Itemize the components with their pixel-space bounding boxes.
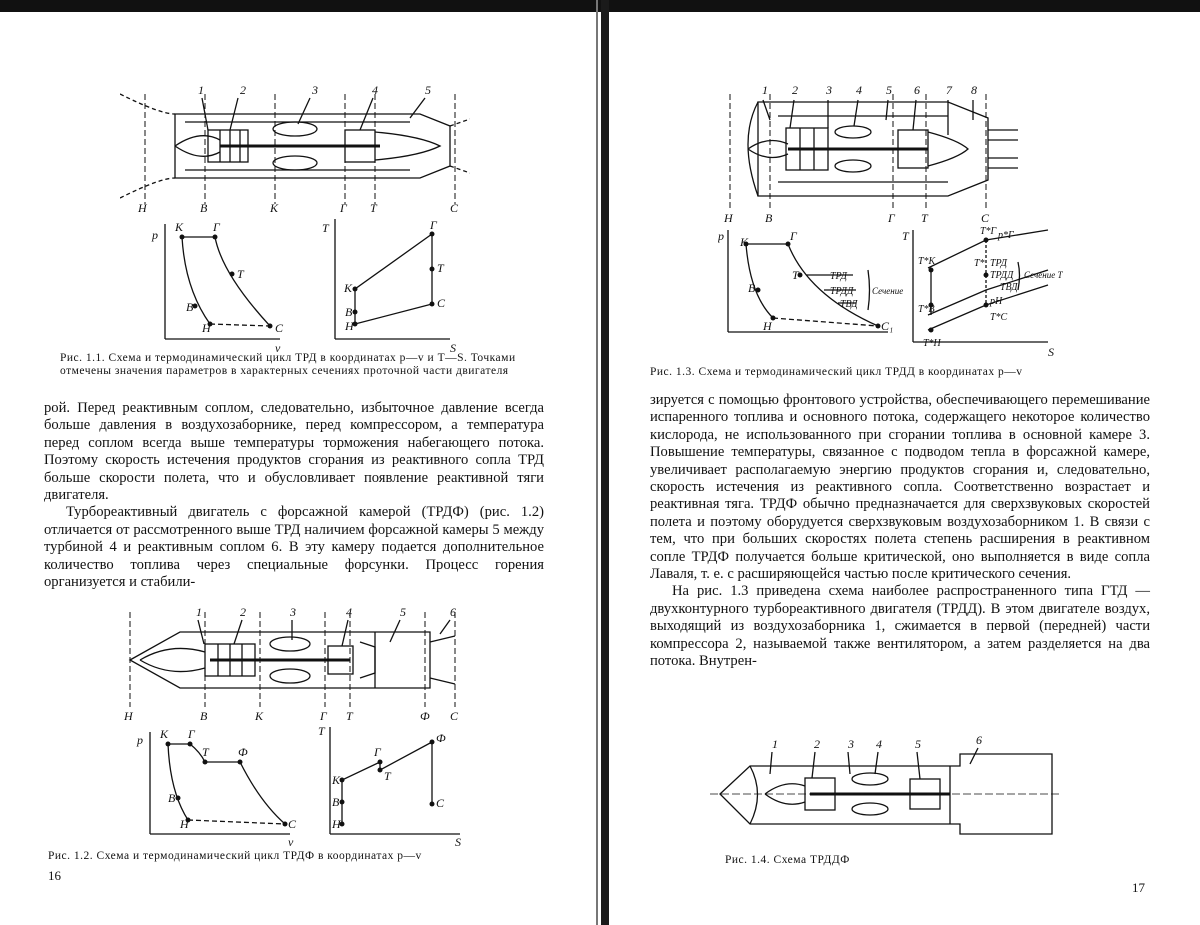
fig3-ts-point-tv: Т*В <box>918 304 935 315</box>
fig2-callout-3: 3 <box>290 605 296 619</box>
fig3-section-t: Т <box>921 211 928 225</box>
fig1-section-v: В <box>200 201 208 215</box>
fig-1-3-caption: Рис. 1.3. Схема и термодинамический цикл ТРДД в координатах p—v <box>650 366 1023 378</box>
fig1-pv-point-t: Т <box>237 267 244 281</box>
fig2-pv-point-k: К <box>160 727 168 741</box>
fig-1-4-caption: Рис. 1.4. Схема ТРДДФ <box>725 854 850 866</box>
fig3-pv-label-trdd: ТРДД <box>830 286 854 297</box>
fig2-section-t: Т <box>346 709 353 723</box>
fig3-callout-2: 2 <box>792 83 798 97</box>
fig1-pv-point-n: Н <box>202 321 211 335</box>
book-gutter-shadow <box>596 0 598 925</box>
right-body-text <box>650 392 1150 671</box>
left-paragraph-1: рой. Перед реактивным соплом, следовательно, избыточное давление всегда больше давления в воздухозаборнике, перед компрессором, а температура перед соплом всегда выше температуры торможения набегающего потока. Поэтому скорость истечения продуктов сгорания из реактивного сопла ТРД больше скорости полета, что и обусловливает появление реактивной тяги двигателя. <box>44 400 544 504</box>
fig2-section-v: В <box>200 709 208 723</box>
fig1-pv-point-c: С <box>275 321 284 335</box>
fig3-ts-x-axis: S <box>1048 345 1054 359</box>
fig2-pv-point-n: Н <box>180 817 189 831</box>
fig-1-4-trddf-scheme <box>710 734 1060 849</box>
fig4-callout-2: 2 <box>814 737 820 751</box>
fig1-section-t: Т <box>370 201 377 215</box>
book-gutter <box>601 0 609 925</box>
fig1-ts-point-k: К <box>344 281 352 295</box>
page-number-left: 16 <box>48 868 61 883</box>
fig2-pv-point-g: Г <box>188 727 195 741</box>
fig2-ts-x-axis: S <box>455 835 461 847</box>
fig3-ts-point-pn: pН <box>990 296 1003 307</box>
fig3-ts-point-tc: Т*С <box>990 312 1008 323</box>
fig3-ts-point-tstar: Т* <box>974 258 985 269</box>
fig4-callout-1: 1 <box>772 737 778 751</box>
fig2-ts-point-k: К <box>332 773 340 787</box>
fig3-pv-point-v: В <box>748 281 756 295</box>
left-paragraph-2: Турбореактивный двигатель с форсажной камерой (ТРДФ) (рис. 1.2) отличается от рассмотренного выше ТРД наличием форсажной камеры 5 между турбиной 4 и реактивным соплом 6. В эту камеру подается дополнительное количество топлива через специальные форсунки. Процесс горения организуется и стабили- <box>44 504 544 591</box>
right-paragraph-2: На рис. 1.3 приведена схема наиболее распространенного типа ГТД — двухконтурного турбореактивного двигателя (ТРДД). В этом двигателе воздух, выходящий из воздухозаборника 1, сжимается в первой (передней) части компрессора 2, называемой также вентилятором, а затем разделяется на два потока. Внутрен- <box>650 583 1150 670</box>
page-number-right: 17 <box>1132 880 1145 895</box>
fig3-pv-y-axis: p <box>718 229 724 243</box>
fig2-section-k: К <box>255 709 263 723</box>
fig2-ts-point-c: С <box>436 796 445 810</box>
fig2-ts-point-n: Н <box>332 817 341 831</box>
fig3-pv-point-n: Н <box>763 319 772 333</box>
fig2-callout-6: 6 <box>450 605 456 619</box>
fig3-section-g: Г <box>888 211 895 225</box>
fig3-section-v: В <box>765 211 773 225</box>
fig2-section-g: Г <box>320 709 327 723</box>
fig1-callout-1: 1 <box>198 83 204 97</box>
fig3-ts-label-trdd: ТРДД <box>990 270 1014 281</box>
fig-1-2-caption: Рис. 1.2. Схема и термодинамический цикл ТРДФ в координатах p—v <box>48 850 422 862</box>
right-paragraph-1: зируется с помощью фронтового устройства, обеспечивающего перемешивание испаренного топлива и основного потока, содержащего некоторое количество кислорода, не использованного при сгорании топлива в основной камере 3. Повышение температуры, связанное с подводом тепла в форсажной камере, увеличивает располагаемую энергию продуктов сгорания и, следовательно, скорость истечения из реактивного сопла. Соответственно возрастает и реактивная тяга. ТРДФ обычно предназначается для сверхзвуковых скоростей полета и поэтому оборудуется сверхзвуковым воздухозаборником 1. В связи с тем, что при больших скоростях полета степень расширения в реактивном сопле ТРДФ получается больше критической, оно выполняется в виде сопла Лаваля, т. е. с расширяющейся частью после критического сечения. <box>650 392 1150 583</box>
fig1-ts-y-axis: T <box>322 221 329 235</box>
fig1-pv-point-g: Г <box>213 220 220 234</box>
fig4-callout-3: 3 <box>848 737 854 751</box>
fig3-ts-label-tvd: ТВД <box>1000 282 1018 293</box>
fig2-section-f: Ф <box>420 709 430 723</box>
fig3-ts-point-tk: Т*К <box>918 256 936 267</box>
fig2-pv-point-v: В <box>168 791 176 805</box>
fig3-ts-label-trd: ТРД <box>990 258 1008 269</box>
scan-top-edge <box>0 0 1200 12</box>
fig1-callout-2: 2 <box>240 83 246 97</box>
fig3-pv-point-k: К <box>740 235 748 249</box>
fig2-callout-4: 4 <box>346 605 352 619</box>
fig3-callout-1: 1 <box>762 83 768 97</box>
fig2-callout-2: 2 <box>240 605 246 619</box>
fig1-ts-x-axis: S <box>450 341 456 355</box>
fig1-pv-point-v: В <box>186 300 194 314</box>
fig2-callout-1: 1 <box>196 605 202 619</box>
fig2-ts-point-f: Ф <box>436 731 446 745</box>
fig3-pv-label-trd: ТРД <box>830 271 848 282</box>
fig1-pv-x-axis: v <box>275 341 281 355</box>
fig2-ts-point-t: Т <box>384 769 391 783</box>
fig2-pv-x-axis: v <box>288 835 294 847</box>
fig3-pv-point-c1: С₁ <box>881 319 894 333</box>
fig1-ts-point-n: Н <box>345 319 354 333</box>
fig1-ts-point-t: Т <box>437 261 444 275</box>
fig3-ts-point-tg: Т*Г <box>980 226 997 237</box>
fig1-section-g: Г <box>340 201 347 215</box>
fig-1-1-caption: Рис. 1.1. Схема и термодинамический цикл ТРД в координатах p—v и T—S. Точками отмечены значения параметров в характерных сечениях проточной части двигателя <box>60 352 516 377</box>
fig1-section-k: К <box>270 201 278 215</box>
fig2-callout-5: 5 <box>400 605 406 619</box>
fig1-section-h: Н <box>138 201 147 215</box>
fig3-ts-section-note: Сечение Т <box>1024 270 1063 280</box>
fig3-callout-5: 5 <box>886 83 892 97</box>
fig3-pv-point-t: Т <box>792 268 799 282</box>
fig-1-3-trdd-scheme <box>718 80 1068 362</box>
fig1-ts-point-g: Г <box>430 218 437 232</box>
fig2-section-c: С <box>450 709 459 723</box>
fig3-callout-6: 6 <box>914 83 920 97</box>
fig1-section-c: С <box>450 201 459 215</box>
fig1-ts-point-v: В <box>345 305 353 319</box>
fig3-ts-point-pg: p*Г <box>998 230 1014 241</box>
fig2-ts-y-axis: T <box>318 724 325 738</box>
fig3-pv-point-g: Г <box>790 229 797 243</box>
fig3-section-c: С <box>981 211 990 225</box>
fig1-callout-4: 4 <box>372 83 378 97</box>
fig3-callout-4: 4 <box>856 83 862 97</box>
fig1-callout-3: 3 <box>312 83 318 97</box>
fig1-pv-point-k: К <box>175 220 183 234</box>
fig1-callout-5: 5 <box>425 83 431 97</box>
fig3-ts-y-axis: T <box>902 229 909 243</box>
fig3-section-h: Н <box>724 211 733 225</box>
fig3-callout-7: 7 <box>946 83 952 97</box>
fig4-callout-5: 5 <box>915 737 921 751</box>
fig3-pv-label-tvd: ТВД <box>840 299 858 310</box>
fig2-pv-point-f: Ф <box>238 745 248 759</box>
fig3-pv-section-note: Сечение <box>872 286 904 296</box>
fig-1-2-trdf-scheme <box>110 602 470 847</box>
fig2-ts-point-g: Г <box>374 745 381 759</box>
fig2-ts-point-v: В <box>332 795 340 809</box>
fig2-section-h: Н <box>124 709 133 723</box>
fig3-ts-point-tn: Т*Н <box>923 338 941 349</box>
fig-1-1-trd-scheme <box>120 74 470 364</box>
fig3-callout-3: 3 <box>826 83 832 97</box>
fig2-pv-point-t: Т <box>202 745 209 759</box>
fig4-callout-4: 4 <box>876 737 882 751</box>
left-body-text <box>44 400 544 591</box>
fig1-ts-point-c: С <box>437 296 446 310</box>
fig2-pv-y-axis: p <box>137 733 143 747</box>
fig2-pv-point-c: С <box>288 817 297 831</box>
fig3-callout-8: 8 <box>971 83 977 97</box>
fig1-pv-y-axis: p <box>152 228 158 242</box>
fig4-callout-6: 6 <box>976 734 982 747</box>
